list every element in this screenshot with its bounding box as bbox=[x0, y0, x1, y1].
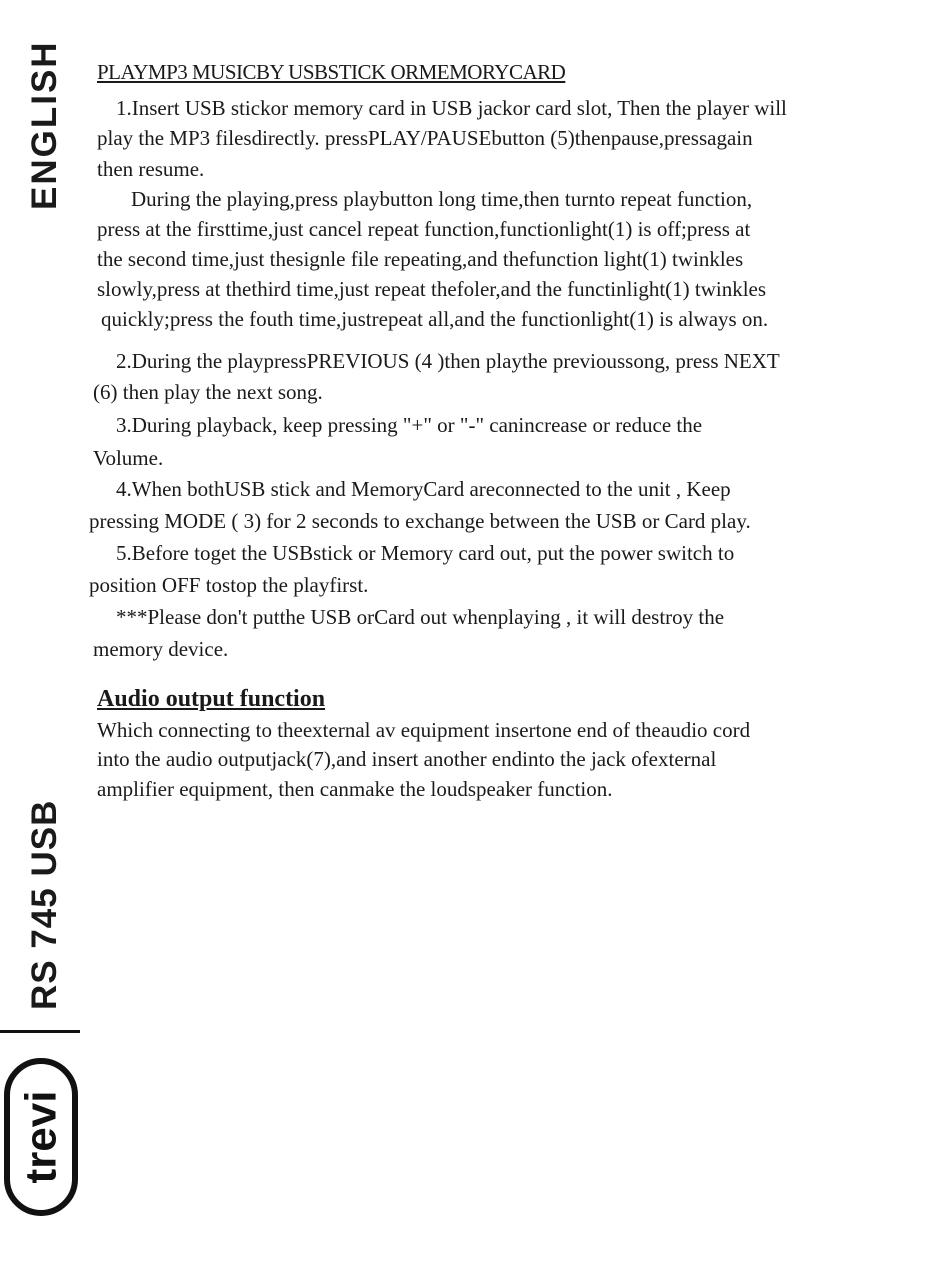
instruction-line: 1.Insert USB stickor memory card in USB jackor card slot, Then the player will bbox=[116, 96, 787, 120]
instruction-line: slowly,press at thethird time,just repeat thefoler,and the functinlight(1) twinkles bbox=[97, 277, 767, 301]
instruction-line: (6) then play the next song. bbox=[93, 380, 323, 404]
audio-instruction-line: into the audio outputjack(7),and insert another endinto the jack ofexternal bbox=[97, 747, 717, 771]
instruction-line: play the MP3 filesdirectly. pressPLAY/PAUSEbutton (5)thenpause,pressagain bbox=[97, 126, 753, 150]
model-label: RS 745 USB bbox=[25, 799, 64, 1010]
svg-text:trevi: trevi bbox=[16, 1090, 66, 1184]
instruction-line: the second time,just thesignle file repeating,and thefunction light(1) twinkles bbox=[97, 247, 744, 271]
instruction-line: quickly;press the fouth time,justrepeat all,and the functionlight(1) is always on. bbox=[101, 307, 769, 331]
trevi-logo bbox=[4, 1058, 78, 1216]
instruction-line: pressing MODE ( 3) for 2 seconds to exchange between the USB or Card play. bbox=[89, 509, 751, 533]
warning-line: memory device. bbox=[93, 637, 229, 661]
language-label: ENGLISH bbox=[25, 40, 64, 210]
audio-instruction-line: amplifier equipment, then canmake the loudspeaker function. bbox=[97, 777, 613, 801]
instruction-line: position OFF tostop the playfirst. bbox=[89, 573, 369, 597]
instruction-line: press at the firsttime,just cancel repeat function,functionlight(1) is off;press at bbox=[97, 217, 751, 241]
instruction-line: 5.Before toget the USBstick or Memory card out, put the power switch to bbox=[116, 541, 735, 565]
instruction-line: 4.When bothUSB stick and MemoryCard areconnected to the unit , Keep bbox=[116, 477, 731, 501]
sidebar-divider bbox=[0, 1030, 80, 1033]
instruction-line: 2.During the playpressPREVIOUS (4 )then playthe previoussong, press NEXT bbox=[116, 349, 780, 373]
instruction-line: During the playing,press playbutton long time,then turnto repeat function, bbox=[131, 187, 753, 211]
section-title-play-mp3: PLAYMP3 MUSICBY USBSTICK ORMEMORYCARD bbox=[97, 60, 566, 84]
warning-line: ***Please don't putthe USB orCard out whenplaying , it will destroy the bbox=[116, 605, 725, 629]
audio-instruction-line: Which connecting to theexternal av equipment insertone end of theaudio cord bbox=[97, 718, 751, 742]
instruction-line: Volume. bbox=[93, 446, 164, 470]
section-title-audio-output: Audio output function bbox=[97, 686, 326, 712]
instruction-line: 3.During playback, keep pressing "+" or "-" canincrease or reduce the bbox=[116, 413, 703, 437]
instruction-line: then resume. bbox=[97, 157, 205, 181]
